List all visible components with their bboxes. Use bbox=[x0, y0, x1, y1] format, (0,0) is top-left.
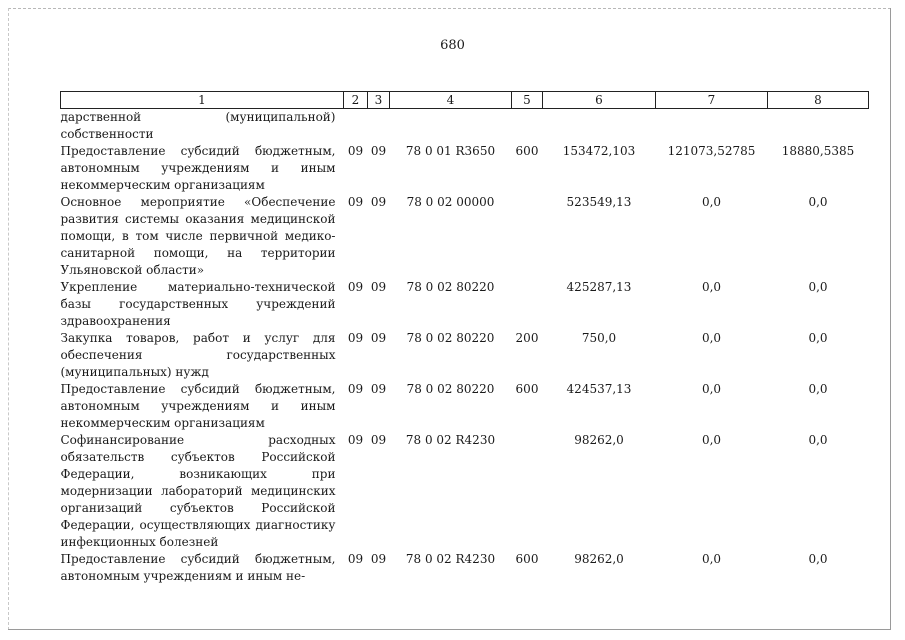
row-name: дарственной (муниципальной) собственности bbox=[60, 110, 336, 141]
row-subsection bbox=[368, 109, 390, 144]
header-col-8: 8 bbox=[768, 92, 869, 109]
row-section bbox=[344, 109, 368, 144]
row-amount-8 bbox=[768, 109, 869, 144]
row-amount-8: 0,0 bbox=[808, 195, 828, 209]
row-amount-7 bbox=[656, 109, 768, 144]
page-frame-left bbox=[8, 8, 9, 630]
row-amount-8: 0,0 bbox=[808, 280, 828, 294]
page-frame-top bbox=[8, 8, 891, 9]
table-row bbox=[61, 279, 869, 330]
budget-table bbox=[60, 91, 869, 585]
header-col-3: 3 bbox=[368, 92, 390, 109]
header-col-1: 1 bbox=[61, 92, 344, 109]
row-expense-type bbox=[512, 194, 543, 279]
row-amount-7: 0,0 bbox=[701, 433, 722, 447]
row-target-code: 78 0 02 80220 bbox=[406, 382, 495, 396]
header-row bbox=[61, 92, 869, 109]
row-section: 09 bbox=[347, 433, 364, 447]
row-expense-type: 600 bbox=[515, 382, 539, 396]
row-section: 09 bbox=[347, 382, 364, 396]
row-amount-7: 0,0 bbox=[701, 280, 722, 294]
table-row bbox=[61, 432, 869, 551]
row-subsection: 09 bbox=[370, 195, 387, 209]
row-expense-type: 600 bbox=[515, 144, 539, 158]
page-number: 680 bbox=[440, 38, 465, 53]
row-amount-7: 0,0 bbox=[701, 552, 722, 566]
row-expense-type bbox=[512, 109, 543, 144]
table-row bbox=[61, 194, 869, 279]
row-amount-7: 0,0 bbox=[701, 331, 722, 345]
header-col-7: 7 bbox=[656, 92, 768, 109]
header-col-5: 5 bbox=[512, 92, 543, 109]
row-subsection: 09 bbox=[370, 280, 387, 294]
row-amount-6: 98262,0 bbox=[574, 433, 624, 447]
row-name: Предоставление субсидий бюджетным, автономным учреждениям и иным некоммерческим организациям bbox=[60, 144, 336, 192]
row-subsection: 09 bbox=[370, 552, 387, 566]
row-section: 09 bbox=[347, 144, 364, 158]
row-amount-7: 121073,52785 bbox=[667, 144, 756, 158]
row-section: 09 bbox=[347, 331, 364, 345]
row-name: Софинансирование расходных обязательств субъектов Российской Федерации, возникающих при модернизации лабораторий медицинских организаций субъектов Российской Федерации, осуществляющих диагностику инфекционных болезней bbox=[60, 433, 336, 549]
row-amount-8: 0,0 bbox=[808, 433, 828, 447]
row-target-code: 78 0 02 80220 bbox=[406, 331, 495, 345]
table-row bbox=[61, 330, 869, 381]
row-name: Закупка товаров, работ и услуг для обеспечения государственных (муниципальных) нужд bbox=[60, 331, 336, 379]
row-subsection: 09 bbox=[370, 144, 387, 158]
row-amount-6: 425287,13 bbox=[566, 280, 632, 294]
row-amount-6: 424537,13 bbox=[566, 382, 632, 396]
row-amount-8: 0,0 bbox=[808, 552, 828, 566]
row-subsection: 09 bbox=[370, 382, 387, 396]
row-target-code: 78 0 02 R4230 bbox=[405, 552, 496, 566]
row-subsection: 09 bbox=[370, 331, 387, 345]
table-row bbox=[61, 143, 869, 194]
table-row bbox=[61, 381, 869, 432]
row-amount-6: 153472,103 bbox=[562, 144, 636, 158]
header-col-6: 6 bbox=[543, 92, 656, 109]
row-name: Предоставление субсидий бюджетным, автономным учреждениям и иным некоммерческим организациям bbox=[60, 382, 336, 430]
row-target-code: 78 0 02 00000 bbox=[406, 195, 495, 209]
row-name: Основное мероприятие «Обеспечение развития системы оказания медицинской помощи, в том числе первичной медико-санитарной помощи, на территории Ульяновской области» bbox=[60, 195, 336, 277]
row-expense-type: 600 bbox=[515, 552, 539, 566]
row-target-code: 78 0 01 R3650 bbox=[405, 144, 496, 158]
page-frame-right bbox=[890, 8, 891, 630]
table-row bbox=[61, 109, 869, 144]
page-frame-bottom bbox=[8, 629, 891, 630]
row-expense-type: 200 bbox=[515, 331, 539, 345]
row-amount-6: 750,0 bbox=[581, 331, 617, 345]
row-expense-type bbox=[512, 279, 543, 330]
row-amount-6: 523549,13 bbox=[566, 195, 632, 209]
row-amount-7: 0,0 bbox=[701, 382, 722, 396]
header-col-4: 4 bbox=[390, 92, 512, 109]
row-section: 09 bbox=[347, 195, 364, 209]
row-amount-8: 0,0 bbox=[808, 331, 828, 345]
row-target-code bbox=[390, 109, 512, 144]
table-row bbox=[61, 551, 869, 585]
row-amount-6: 98262,0 bbox=[574, 552, 624, 566]
row-expense-type bbox=[512, 432, 543, 551]
row-amount-8: 0,0 bbox=[808, 382, 828, 396]
row-target-code: 78 0 02 R4230 bbox=[405, 433, 496, 447]
row-name: Укрепление материально-технической базы государственных учреждений здравоохранения bbox=[60, 280, 336, 328]
row-name: Предоставление субсидий бюджетным, автономным учреждениям и иным не- bbox=[60, 552, 336, 583]
row-subsection: 09 bbox=[370, 433, 387, 447]
row-amount-8: 18880,5385 bbox=[781, 144, 855, 158]
row-amount-6 bbox=[543, 109, 656, 144]
row-target-code: 78 0 02 80220 bbox=[406, 280, 495, 294]
row-section: 09 bbox=[347, 280, 364, 294]
row-section: 09 bbox=[347, 552, 364, 566]
row-amount-7: 0,0 bbox=[701, 195, 722, 209]
header-col-2: 2 bbox=[344, 92, 368, 109]
